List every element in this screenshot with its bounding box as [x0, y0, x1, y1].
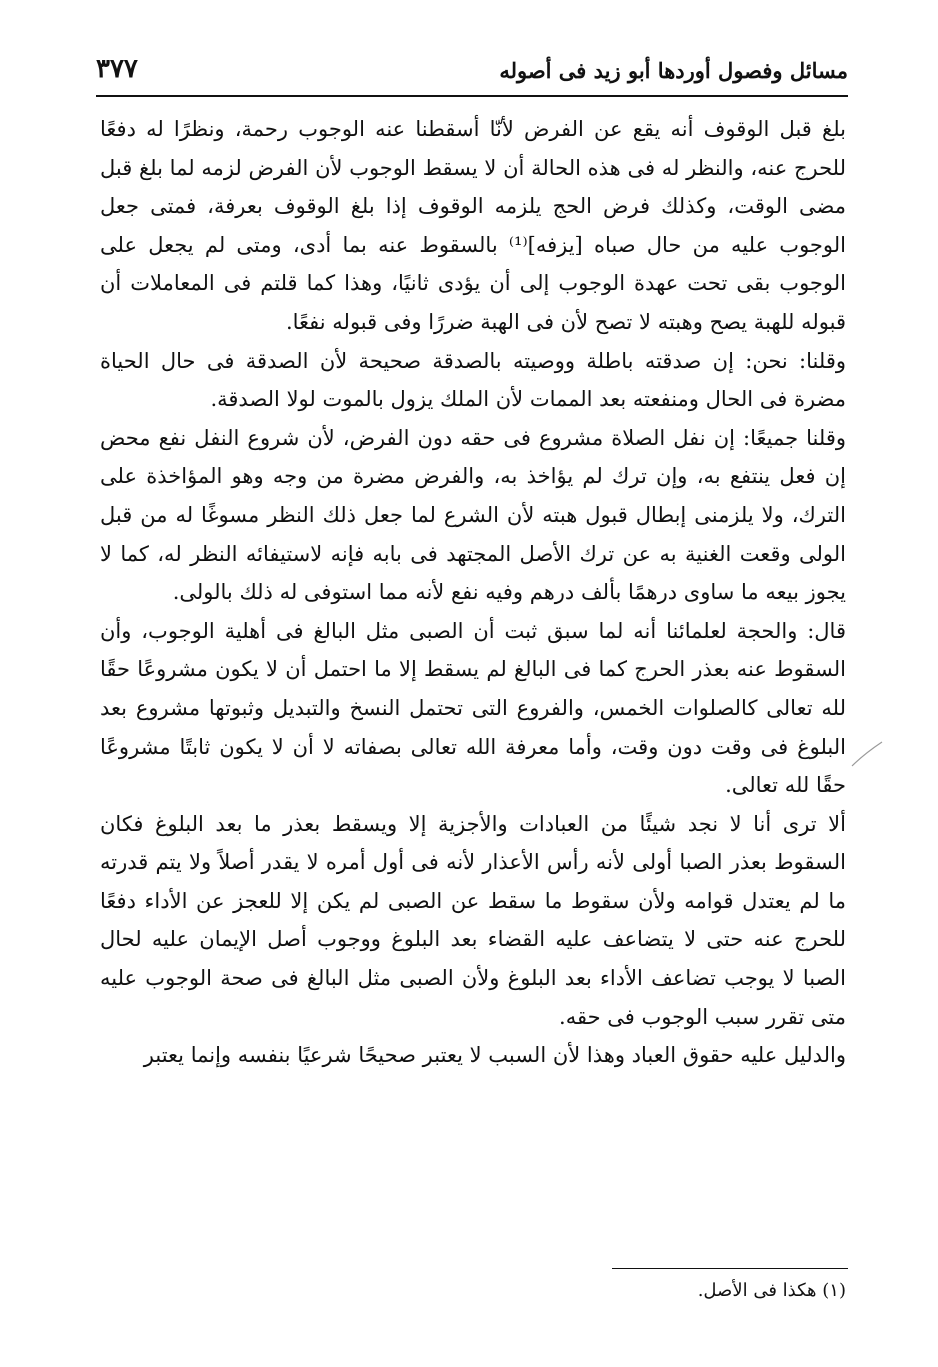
- body-text: [100, 110, 846, 1075]
- paragraph-6: والدليل عليه حقوق العباد وهذا لأن السبب لا يعتبر صحيحًا شرعيًا بنفسه وإنما يعتبر: [143, 1043, 846, 1068]
- margin-pencil-mark: [850, 740, 884, 770]
- page-number: ٣٧٧: [96, 54, 138, 84]
- running-title: مسائل وفصول أوردها أبو زيد فى أصوله: [499, 58, 848, 83]
- header-rule: [96, 95, 848, 97]
- footnote-rule: [612, 1268, 848, 1269]
- paragraph-4: قال: والحجة لعلمائنا أنه لما سبق ثبت أن الصبى مثل البالغ فى أهلية الوجوب، وأن السقوط عنه بعذر الحرج كما فى البالغ لم يسقط إلا ما احتمل أن لا يكون مشروعًا حقًا لله تعالى كالصلوات الخمس، والفروع التى تحتمل النسخ والتبديل وثبوتها مشروع بعد البلوغ فى وقت دون وقت، وأما معرفة الله تعالى بصفاته لا أن لا يكون ثابتًا مشروعًا حقًا لله تعالى.: [100, 618, 846, 798]
- paragraph-2: وقلنا: نحن: إن صدقته باطلة ووصيته بالصدقة صحيحة لأن الصدقة فى حال الحياة مضرة فى الحال ومنفعته بعد الممات لأن الملك يزول بالموت لولا الصدقة.: [100, 348, 846, 412]
- paragraph-1: بلغ قبل الوقوف أنه يقع عن الفرض لأنّا أسقطنا عنه الوجوب رحمة، ونظرًا له دفعًا للحرج عنه، والنظر له فى هذه الحالة أن لا يسقط الوجوب لأن الفرض لزمه لما بلغ قبل مضى الوقت، وكذلك فرض الحج يلزمه الوقوف إذا بلغ الوقوف بعرفة، فمتى جعل الوجوب عليه من حال صباه [يزفه]⁽¹⁾ بالسقوط عنه بما أدى، ومتى لم يجعل على الوجوب بقى تحت عهدة الوجوب إلى أن يؤدى ثانيًا، وهذا كما قلتم فى المعاملات أن قبوله للهبة يصح وهبته لا تصح لأن فى الهبة ضررًا وفى قبوله نفعًا.: [100, 117, 846, 334]
- paragraph-5: ألا ترى أنا لا نجد شيئًا من العبادات والأجزية إلا ويسقط بعذر ما بعد البلوغ فكان السقوط بعذر الصبا أولى لأنه رأس الأعذار لأنه فى أول أمره لا يقدر أصلاً ولا يتم قدرته ما لم يعتدل قوامه ولأن سقوط ما سقط عن الصبى لم يكن إلا للعجز عن الأداء دفعًا للحرج عنه حتى لا يتضاعف عليه القضاء بعد البلوغ ووجوب أصل الإيمان عليه لحال الصبا لا يوجب تضاعف الأداء بعد البلوغ ولأن الصبى مثل البالغ فى صحة الوجوب عليه متى تقرر سبب الوجوب فى حقه.: [100, 811, 846, 1029]
- page-header: [96, 52, 848, 92]
- paragraph-3: وقلنا جميعًا: إن نفل الصلاة مشروع فى حقه دون الفرض، لأن شروع النفل نفع محض إن فعل ينتفع به، وإن ترك لم يؤاخذ به، والفرض مضرة من وجه وهو المؤاخذة على الترك، ولا يلزمنى إبطال قبول هبته لأن الشرع لما جعل ذلك النظر مسوغًا له من قبل الولى وقعت الغنية به عن ترك الأصل المجتهد فى بابه فإنه لاستيفائه النظر له، كما لا يجوز بيعه ما ساوى درهمًا بألف درهم وفيه نفع لأنه مما استوفى له ذلك بالولى.: [100, 425, 846, 605]
- footnote: (١) هكذا فى الأصل.: [697, 1280, 846, 1301]
